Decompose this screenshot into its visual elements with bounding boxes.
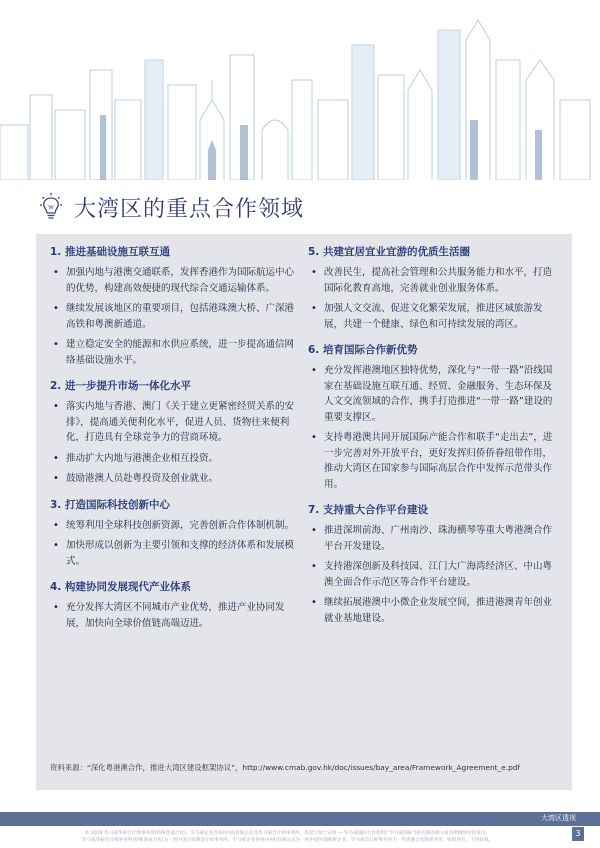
bullet-icon: • — [311, 303, 317, 314]
list-item-text: 统筹利用全球科技创新资源，完善创新合作体制机制。 — [66, 519, 295, 531]
list-item — [50, 337, 300, 368]
list-item — [50, 301, 300, 332]
bullet-icon: • — [53, 267, 59, 278]
content-panel — [36, 234, 572, 790]
list-item-text: 建立稳定安全的能源和水供应系统，进一步提高通信网络基础设施水平。 — [66, 339, 295, 366]
footer-disclaimer-line-2: 毕马威华振会计师事务所(特殊普通合伙)为一所中国合伙制会计师事务所；毕马威企业咨询(中国)有限公司为一所中国外商独资企业；毕马威会计师事务所为一所香港合伙制事务所。版权所有，不得转载。 — [81, 838, 494, 843]
section-heading: 2. 进一步提升市场一体化水平 — [50, 380, 191, 392]
bullet-list — [308, 523, 558, 626]
list-item-text: 推动扩大内地与港澳企业相互投资。 — [66, 452, 219, 464]
section — [308, 502, 558, 626]
section-heading: 6. 培育国际合作新优势 — [308, 344, 418, 356]
bullet-icon: • — [53, 540, 59, 551]
section-heading: 4. 构建协同发展现代产业体系 — [50, 581, 191, 593]
bullet-icon: • — [311, 561, 317, 572]
list-item — [308, 363, 558, 425]
bullet-icon: • — [53, 452, 59, 464]
list-item — [50, 538, 300, 569]
page-number: 3 — [572, 827, 584, 841]
bullet-icon: • — [53, 602, 59, 613]
list-item-text: 充分发挥大湾区不同城市产业优势，推进产业协同发展，加快向全球价值链高端迈进。 — [66, 602, 285, 629]
list-item-text: 支持港深创新及科技园、江门大广海湾经济区、中山粤澳全面合作示范区等合作平台建设。 — [324, 561, 553, 588]
section-heading: 3. 打造国际科技创新中心 — [50, 498, 170, 511]
bullet-icon: • — [311, 267, 317, 278]
section — [50, 378, 300, 487]
list-item — [308, 523, 558, 554]
bullet-icon: • — [53, 303, 59, 314]
section — [308, 342, 558, 492]
list-item-text: 推进深圳前海、广州南沙、珠海横琴等重大粤港澳合作平台开发建设。 — [324, 525, 553, 552]
city-skyline-illustration — [0, 0, 600, 180]
bullet-list — [308, 363, 558, 492]
section — [50, 579, 300, 631]
list-item — [308, 301, 558, 332]
page-title: 大湾区的重点合作领域 — [74, 196, 305, 222]
list-item-text: 加强内地与港澳交通联系，发挥香港作为国际航运中心的优势，构建高效便捷的现代综合交通运输体系。 — [66, 267, 295, 294]
list-item — [308, 595, 558, 626]
list-item — [50, 451, 300, 467]
section-heading: 5. 共建宜居宜业宜游的优质生活圈 — [308, 246, 470, 258]
bullet-icon: • — [311, 432, 317, 443]
footer-label: 大湾区透视 — [541, 814, 576, 822]
bullet-icon: • — [53, 473, 59, 484]
bullet-list — [50, 399, 300, 487]
list-item — [308, 430, 558, 492]
list-item-text: 继续拓展港澳中小微企业发展空间，推进港澳青年创业就业基地建设。 — [324, 597, 553, 624]
bullet-icon: • — [53, 401, 59, 412]
footer-bar — [0, 812, 600, 826]
bullet-list — [308, 265, 558, 332]
list-item — [50, 399, 300, 446]
bullet-icon: • — [53, 519, 59, 531]
list-item-text: 充分发挥港澳地区独特优势，深化与“一带一路”沿线国家在基础设施互联互通、经贸、金融服务、生态环保及人文交流领域的合作，携手打造推进“一带一路”建设的重要支撑区。 — [324, 365, 553, 423]
section-heading: 1. 推进基础设施互联互通 — [50, 246, 170, 258]
list-item-text: 落实内地与香港、澳门《关于建立更紧密经贸关系的安排》，提高通关便利化水平，促进人员、货物往来便利化，打造具有全球竞争力的营商环境。 — [66, 401, 295, 443]
bullet-icon: • — [53, 339, 59, 350]
bullet-list — [50, 600, 300, 631]
list-item-text: 鼓励港澳人员赴粤投资及创业就业。 — [66, 473, 219, 484]
list-item-text: 加强人文交流、促进文化繁荣发展，推进区域旅游发展，共建一个健康、绿色和可持续发展的湾区。 — [324, 303, 543, 330]
list-item — [50, 265, 300, 296]
svg-text:W: W — [48, 205, 54, 211]
list-item-text: 加快形成以创新为主要引领和支撑的经济体系和发展模式。 — [66, 540, 295, 567]
list-item-text: 改善民生，提高社会管理和公共服务能力和水平，打造国际化教育高地，完善就业创业服务体系。 — [324, 267, 553, 294]
list-item — [50, 471, 300, 487]
section — [50, 497, 300, 570]
bullet-icon: • — [311, 525, 317, 536]
section-title-row — [36, 190, 566, 224]
source-note: 资料来源：“深化粤港澳合作，推进大湾区建设框架协议”，http://www.cmab.gov.hk/doc/issues/bay_area/Framework_Agreement_e.pdf — [50, 763, 521, 772]
list-item — [50, 518, 300, 534]
list-item — [50, 600, 300, 631]
bullet-icon: • — [311, 365, 317, 376]
list-item-text: 支持粤港澳共同开展国际产能合作和联手“走出去”，进一步完善对外开放平台，更好发挥归侨侨眷纽带作用，推动大湾区在国家参与国际高层合作中发挥示范带头作用。 — [324, 432, 553, 490]
section — [50, 244, 300, 368]
section — [308, 244, 558, 332]
bullet-icon: • — [311, 597, 317, 608]
section-heading: 7. 支持重大合作平台建设 — [308, 504, 428, 516]
bullet-list — [50, 265, 300, 368]
list-item — [308, 265, 558, 296]
left-column — [50, 242, 300, 641]
list-item — [308, 559, 558, 590]
lightbulb-icon — [36, 192, 66, 222]
right-column — [308, 242, 558, 636]
bullet-list — [50, 518, 300, 570]
footer-disclaimer-line-1: © 2018 毕马威华振会计师事务所(特殊普通合伙)，毕马威企业咨询(中国)有限公司及毕马威会计师事务所，均是与瑞士实体 — 毕马威国际合作组织(“毕马威国际”)相关联的独立成员所网络中的成员。 — [84, 831, 491, 836]
list-item-text: 继续发展该地区的重要项目，包括港珠澳大桥、广深港高铁和粤澳新通道。 — [66, 303, 295, 330]
